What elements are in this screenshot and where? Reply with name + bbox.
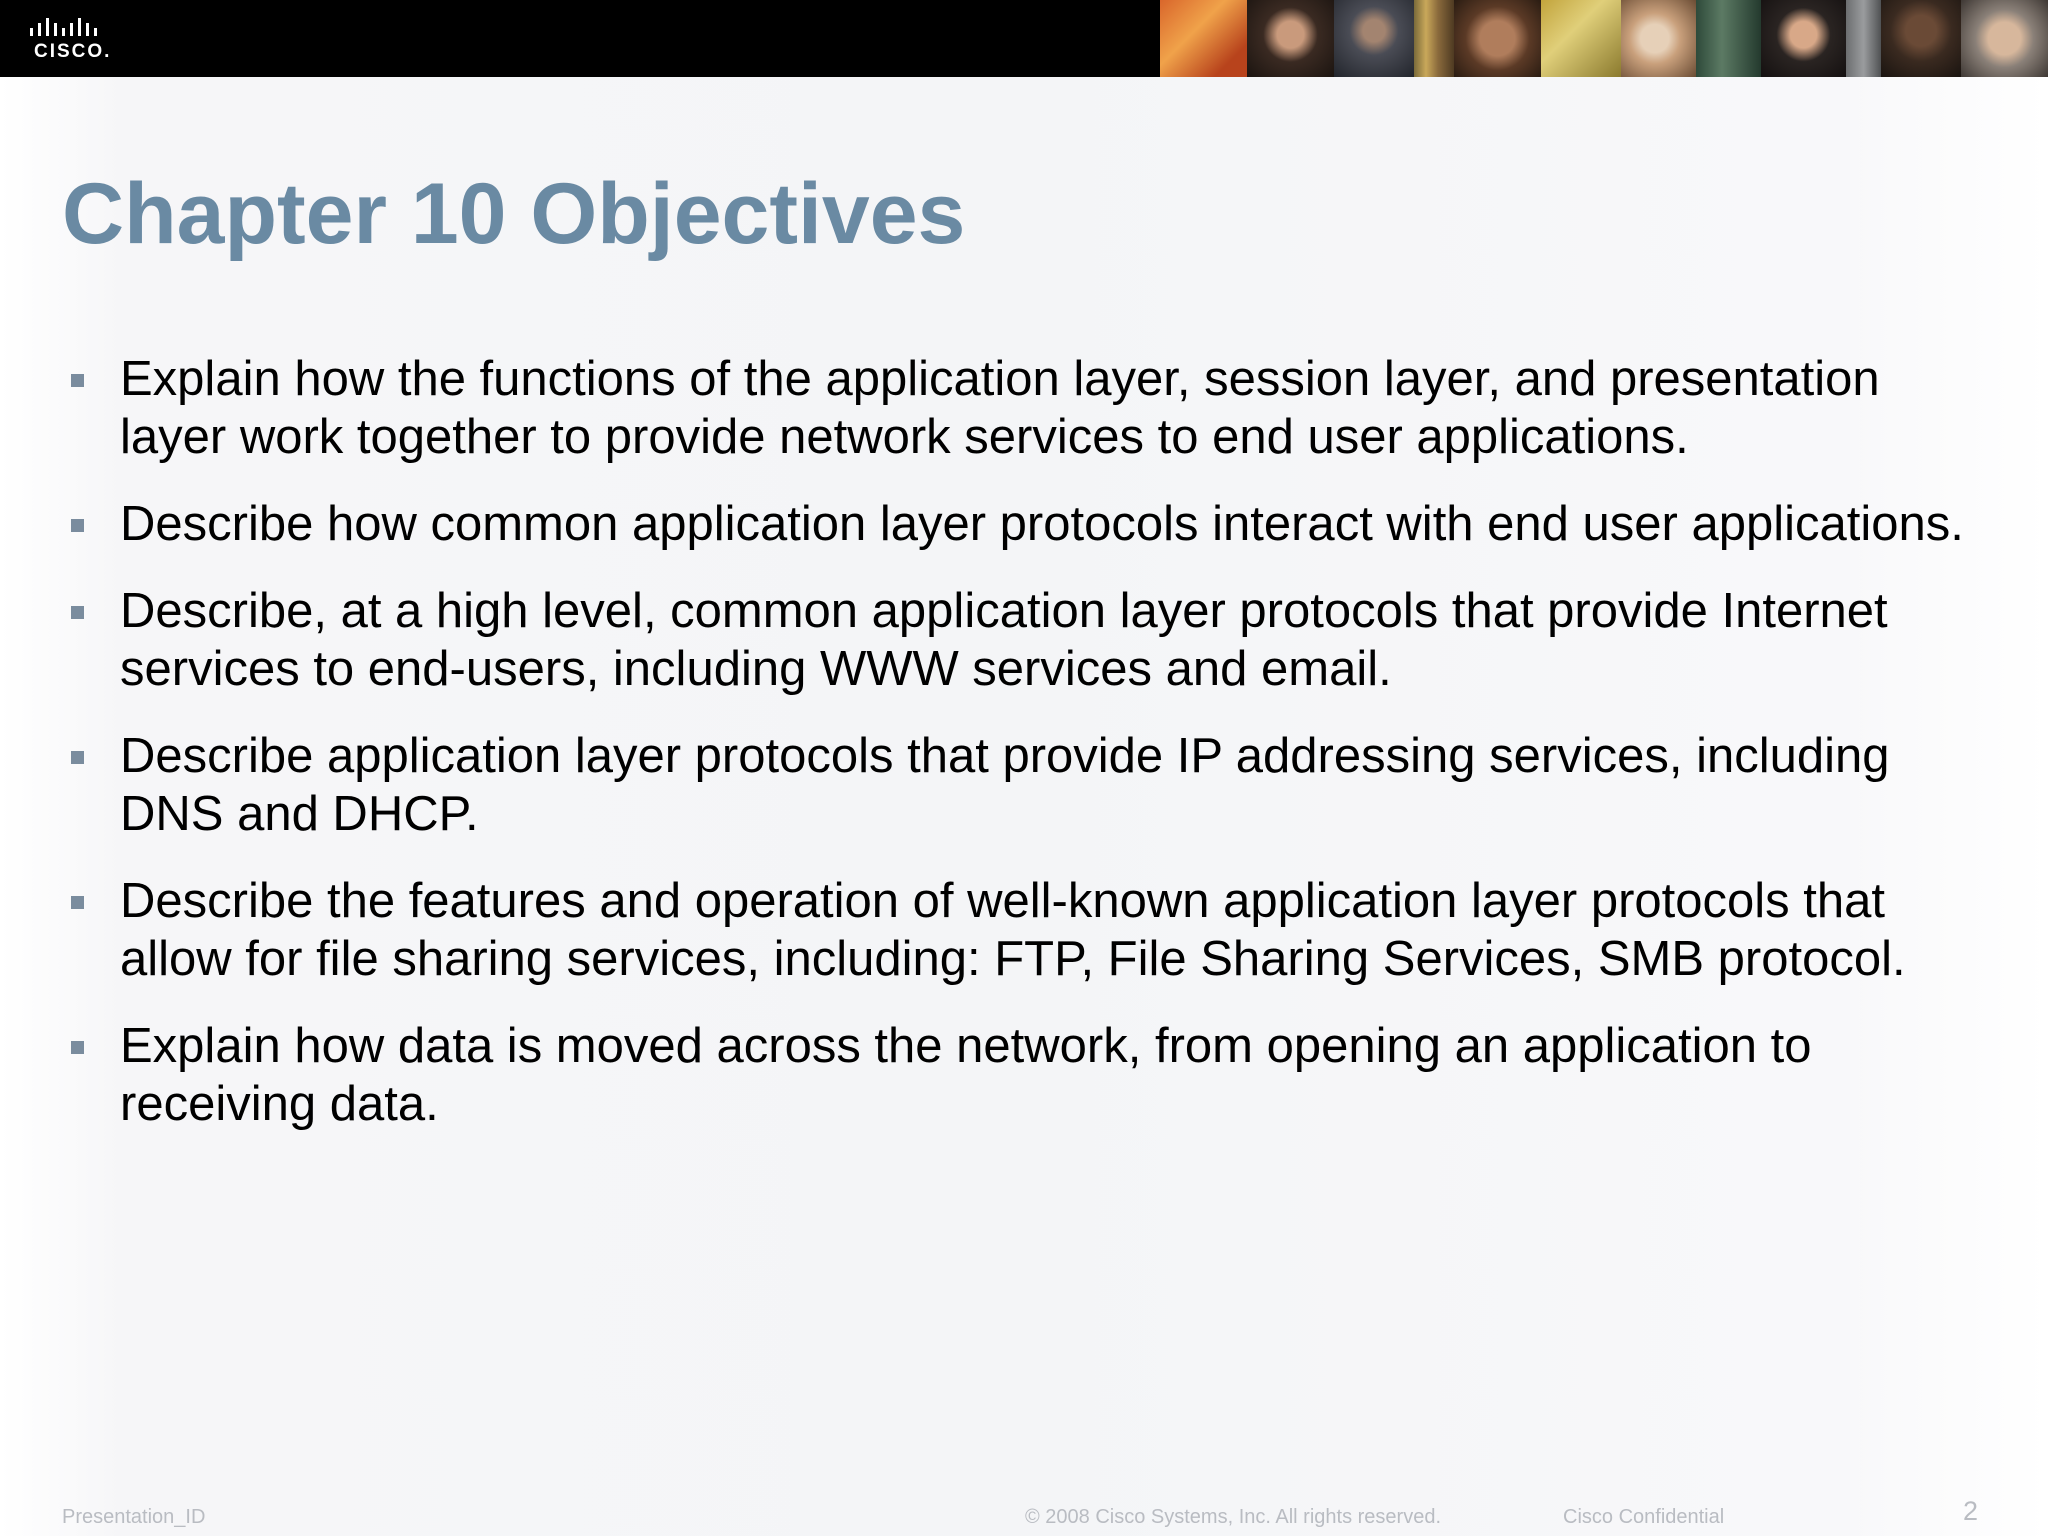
objective-text: Describe how common application layer protocols interact with end user applications. — [120, 497, 1964, 551]
header-photo — [1454, 0, 1541, 77]
objective-text: Explain how the functions of the application layer, session layer, and presentation layer work together to provide network services to end user applications. — [120, 352, 1880, 464]
header-photo — [1247, 0, 1334, 77]
footer-copyright: © 2008 Cisco Systems, Inc. All rights reserved. — [1025, 1506, 1442, 1528]
header-bar — [0, 0, 2048, 77]
square-bullet-icon — [71, 374, 84, 387]
square-bullet-icon — [71, 751, 84, 764]
objective-text: Explain how data is moved across the network, from opening an application to receiving data. — [120, 1019, 1812, 1131]
header-photo — [1696, 0, 1761, 77]
header-photo — [1761, 0, 1846, 77]
objective-text: Describe, at a high level, common application layer protocols that provide Internet services to end-users, including WWW services and email. — [120, 584, 1888, 696]
objective-text: Describe application layer protocols that provide IP addressing services, including DNS and DHCP. — [120, 729, 1890, 841]
objective-item — [66, 495, 1996, 553]
objectives-list — [66, 350, 1996, 1162]
slide-title: Chapter 10 Objectives — [62, 166, 966, 262]
header-photo — [1541, 0, 1621, 77]
header-photo-strip — [1160, 0, 2048, 77]
objective-item — [66, 350, 1996, 466]
header-photo — [1961, 0, 2048, 77]
header-photo — [1881, 0, 1961, 77]
objective-item — [66, 872, 1996, 988]
logo-wordmark: CISCO. — [34, 41, 112, 62]
square-bullet-icon — [71, 896, 84, 909]
header-photo — [1334, 0, 1414, 77]
objective-item — [66, 582, 1996, 698]
page-number: 2 — [1963, 1496, 1979, 1526]
footer-presentation-id: Presentation_ID — [62, 1506, 206, 1528]
header-photo — [1414, 0, 1454, 77]
objective-item — [66, 1017, 1996, 1133]
square-bullet-icon — [71, 606, 84, 619]
footer-confidential: Cisco Confidential — [1563, 1506, 1725, 1528]
header-photo — [1160, 0, 1247, 77]
objective-text: Describe the features and operation of well-known application layer protocols that allow for file sharing services, including: FTP, File Sharing Services, SMB protocol. — [120, 874, 1906, 986]
square-bullet-icon — [71, 1041, 84, 1054]
objective-item — [66, 727, 1996, 843]
header-photo — [1621, 0, 1696, 77]
header-photo — [1846, 0, 1881, 77]
square-bullet-icon — [71, 519, 84, 532]
